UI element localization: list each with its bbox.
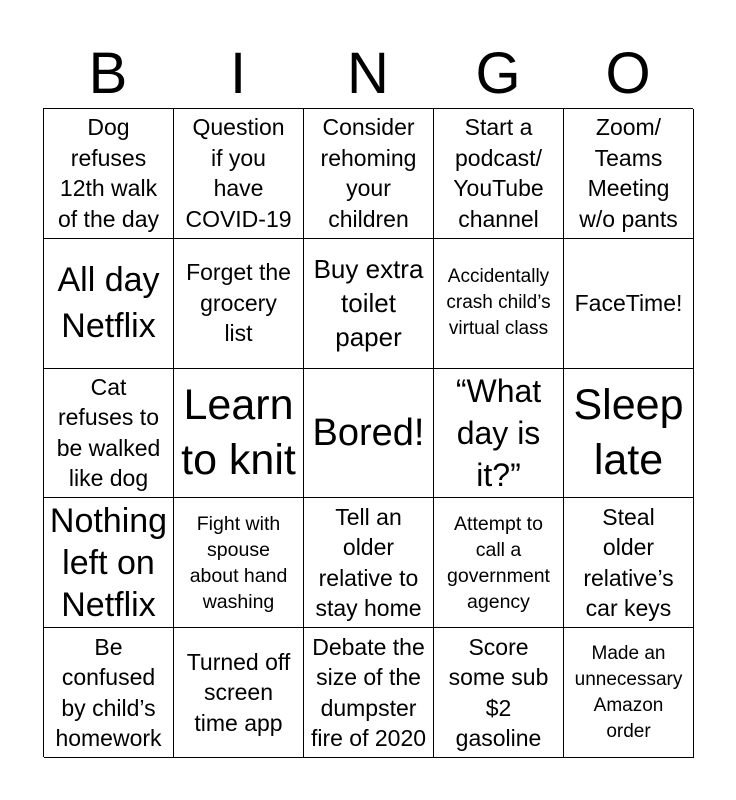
header-letter-b: B	[88, 41, 128, 106]
cell-text: “What day is it?”	[455, 372, 542, 493]
cell-text: Question if you have COVID-19	[185, 114, 292, 232]
cell-text: Buy extra toilet paper	[313, 254, 424, 353]
cell-text: Sleep late	[573, 380, 684, 484]
header-letter-o: O	[605, 41, 651, 106]
cell-text: FaceTime!	[574, 289, 683, 316]
cell-text: Start a podcast/ YouTube channel	[453, 114, 544, 232]
bingo-cell-r3c2[interactable]	[174, 369, 304, 499]
header-letter-i: I	[229, 41, 247, 106]
cell-text: Learn to knit	[181, 380, 296, 484]
cell-text: Score some sub $2 gasoline	[448, 633, 549, 752]
bingo-cell-r4c4[interactable]	[434, 498, 564, 628]
cell-text: Tell an older relative to stay home	[315, 503, 422, 622]
cell-text: Debate the size of the dumpster fire of 2020	[310, 633, 427, 752]
header-letter-n: N	[347, 41, 389, 106]
cell-text: Be confused by child’s homework	[55, 633, 162, 752]
cell-text: Nothing left on Netflix	[49, 501, 168, 624]
bingo-cell-r4c3[interactable]	[304, 498, 434, 628]
cell-text: Zoom/ Teams Meeting w/o pants	[579, 114, 678, 232]
bingo-cell-r3c3[interactable]	[304, 369, 434, 499]
bingo-cell-r5c1[interactable]	[44, 628, 174, 758]
cell-text: Steal older relative’s car keys	[583, 503, 674, 622]
bingo-cell-r1c3[interactable]	[304, 109, 434, 239]
cell-text: Bored!	[312, 411, 425, 454]
bingo-cell-r2c2[interactable]	[174, 239, 304, 369]
bingo-cell-r2c5[interactable]	[564, 239, 694, 369]
bingo-cell-r5c5[interactable]	[564, 628, 694, 758]
bingo-header	[43, 40, 693, 108]
cell-text: Turned off screen time app	[186, 648, 291, 736]
bingo-cell-r2c1[interactable]	[44, 239, 174, 369]
cell-text: Cat refuses to be walked like dog	[56, 373, 161, 492]
bingo-cell-r1c4[interactable]	[434, 109, 564, 239]
bingo-cell-r5c4[interactable]	[434, 628, 564, 758]
cell-text: Attempt to call a government agency	[447, 512, 550, 613]
cell-text: Fight with spouse about hand washing	[189, 512, 288, 613]
cell-text: Made an unnecessary Amazon order	[574, 642, 683, 742]
cell-text: Accidentally crash child’s virtual class	[446, 266, 551, 340]
bingo-grid	[43, 108, 693, 757]
bingo-cell-r5c3[interactable]	[304, 628, 434, 758]
bingo-cell-r1c5[interactable]	[564, 109, 694, 239]
bingo-cell-r4c2[interactable]	[174, 498, 304, 628]
bingo-cell-r3c1[interactable]	[44, 369, 174, 499]
cell-text: Forget the grocery list	[186, 259, 291, 347]
cell-text: Consider rehoming your children	[320, 114, 417, 232]
cell-text: Dog refuses 12th walk of the day	[57, 114, 160, 232]
bingo-cell-r1c1[interactable]	[44, 109, 174, 239]
bingo-cell-r2c4[interactable]	[434, 239, 564, 369]
bingo-cell-r4c1[interactable]	[44, 498, 174, 628]
bingo-cell-r2c3[interactable]	[304, 239, 434, 369]
bingo-cell-r5c2[interactable]	[174, 628, 304, 758]
bingo-cell-r3c5[interactable]	[564, 369, 694, 499]
header-letter-g: G	[475, 41, 521, 106]
bingo-cell-r1c2[interactable]	[174, 109, 304, 239]
bingo-cell-r3c4[interactable]	[434, 369, 564, 499]
bingo-cell-r4c5[interactable]	[564, 498, 694, 628]
cell-text: All day Netflix	[57, 261, 160, 346]
